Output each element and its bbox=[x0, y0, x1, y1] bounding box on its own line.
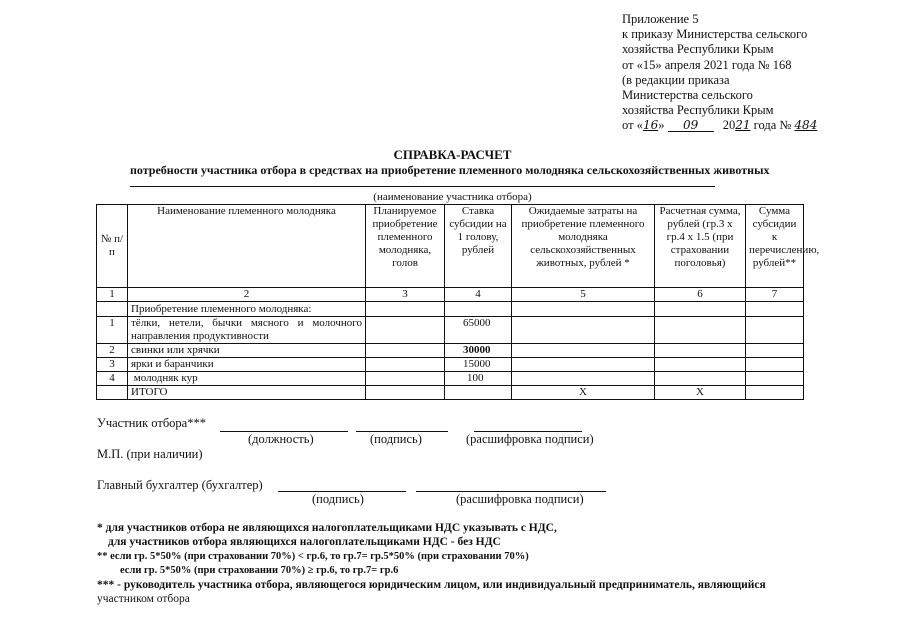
col-number: 6 bbox=[655, 288, 746, 302]
row-rate: 100 bbox=[445, 372, 512, 386]
appendix-line: Министерства сельского bbox=[622, 88, 753, 103]
total-label: ИТОГО bbox=[128, 386, 366, 400]
header-expected-costs: Ожидаемые затраты на приобретение племенного молодняка сельскохозяйственных животных, рублей * bbox=[512, 205, 655, 288]
appendix-line: Приложение 5 bbox=[622, 12, 699, 26]
date-day: 16 bbox=[642, 118, 659, 133]
row-name: свинки или хрячки bbox=[128, 344, 366, 358]
footnote-2-line-1: ** если гр. 5*50% (при страховании 70%) < гр.6, то гр.7= гр.5*50% (при страховании 70%) bbox=[97, 551, 529, 562]
acc-decode-caption: (расшифровка подписи) bbox=[456, 492, 584, 506]
footnote-1-line-1: * для участников отбора не являющихся налогоплательщиками НДС указывать с НДС, bbox=[97, 522, 557, 534]
document-title: СПРАВКА-РАСЧЕТ bbox=[393, 147, 512, 162]
row-number: 2 bbox=[97, 344, 128, 358]
section-label: Приобретение племенного молодняка: bbox=[128, 302, 366, 317]
footnote-2-line-2: если гр. 5*50% (при страховании 70%) ≥ гр.6, то гр.7= гр.6 bbox=[120, 565, 399, 576]
row-name: ярки и баранчики bbox=[128, 358, 366, 372]
col-number: 3 bbox=[366, 288, 445, 302]
appendix-block bbox=[622, 12, 817, 134]
footnote-3-line-2: участником отбора bbox=[97, 593, 190, 605]
row-rate: 65000 bbox=[445, 317, 512, 344]
appendix-line: хозяйства Республики Крым bbox=[622, 103, 774, 118]
row-name: тёлки, нетели, бычки мясного и молочного направления продуктивности bbox=[128, 317, 366, 344]
header-subsidy: Сумма субсидии к перечислению, рублей** bbox=[746, 205, 804, 288]
participant-name-caption: (наименование участника отбора) bbox=[373, 191, 532, 203]
col-number: 1 bbox=[97, 288, 128, 302]
position-caption: (должность) bbox=[248, 432, 314, 446]
col-number: 5 bbox=[512, 288, 655, 302]
amendment-date-line bbox=[622, 118, 817, 133]
total-col6: Х bbox=[655, 386, 746, 400]
acc-signature-caption: (подпись) bbox=[312, 492, 364, 506]
table-header-row bbox=[97, 205, 804, 288]
row-planned bbox=[366, 358, 445, 372]
accountant-label: Главный бухгалтер (бухгалтер) bbox=[97, 478, 263, 492]
date-month: 09 bbox=[668, 119, 714, 132]
table-row bbox=[97, 358, 804, 372]
decode-caption: (расшифровка подписи) bbox=[466, 432, 594, 446]
row-planned bbox=[366, 317, 445, 344]
date-year-prefix: 20 bbox=[722, 118, 736, 133]
col-number: 7 bbox=[746, 288, 804, 302]
row-planned bbox=[366, 372, 445, 386]
document-subtitle: потребности участника отбора в средствах на приобретение племенного молодняка сельскохозяйственных животных bbox=[130, 163, 770, 177]
table-total-row bbox=[97, 386, 804, 400]
signature-caption: (подпись) bbox=[370, 432, 422, 446]
col-number: 2 bbox=[128, 288, 366, 302]
order-number: 484 bbox=[794, 118, 818, 133]
appendix-line: (в редакции приказа bbox=[622, 72, 730, 87]
date-suffix: года № bbox=[750, 118, 792, 133]
date-year: 21 bbox=[735, 118, 751, 133]
row-rate: 15000 bbox=[445, 358, 512, 372]
footnote-1-line-2: для участников отбора являющихся налогоплательщиками НДС - без НДС bbox=[108, 536, 501, 548]
stamp-label: М.П. (при наличии) bbox=[97, 447, 203, 461]
appendix-line: хозяйства Республики Крым bbox=[622, 42, 774, 57]
participant-label: Участник отбора*** bbox=[97, 416, 206, 430]
row-number: 3 bbox=[97, 358, 128, 372]
participant-name-line bbox=[130, 178, 715, 187]
calculation-table bbox=[96, 204, 820, 400]
row-planned bbox=[366, 344, 445, 358]
total-col5: Х bbox=[512, 386, 655, 400]
row-rate: 30000 bbox=[445, 344, 512, 358]
column-number-row bbox=[97, 288, 804, 302]
appendix-line: к приказу Министерства сельского bbox=[622, 27, 808, 42]
header-rate: Ставка субсидии на 1 голову, рублей bbox=[445, 205, 512, 288]
row-number: 1 bbox=[97, 317, 128, 344]
col-number: 4 bbox=[445, 288, 512, 302]
table-row bbox=[97, 372, 804, 386]
row-name: молодняк кур bbox=[128, 372, 366, 386]
header-num: № п/п bbox=[97, 205, 128, 288]
appendix-line: от «15» апреля 2021 года № 168 bbox=[622, 57, 792, 72]
table-row bbox=[97, 344, 804, 358]
date-prefix: от « bbox=[622, 118, 643, 133]
header-calculated: Расчетная сумма, рублей (гр.3 х гр.4 х 1.5 (при страховании поголовья) bbox=[655, 205, 746, 288]
row-number: 4 bbox=[97, 372, 128, 386]
header-planned: Планируемое приобретение племенного молодняка, голов bbox=[366, 205, 445, 288]
footnote-3-line-1: *** - руководитель участника отбора, являющегося юридическим лицом, или индивидуальный предприниматель, являющийся bbox=[97, 579, 766, 591]
header-name: Наименование племенного молодняка bbox=[128, 205, 366, 288]
date-mid: » bbox=[658, 118, 665, 133]
table-row bbox=[97, 317, 804, 344]
table-section-row bbox=[97, 302, 804, 317]
